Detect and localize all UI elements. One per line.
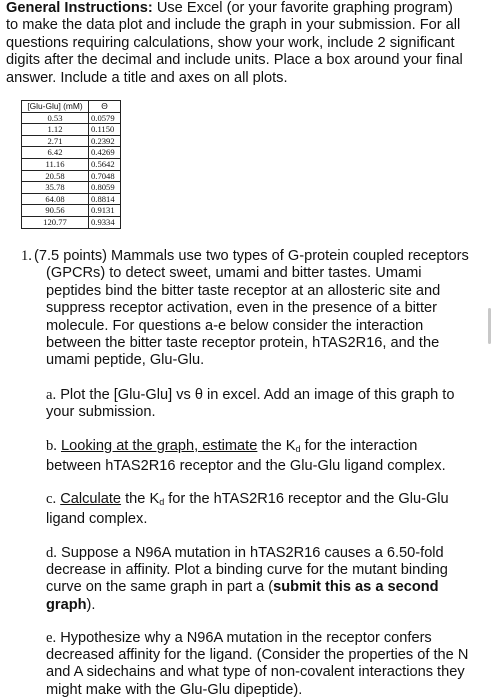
cell-theta: 0.9334 <box>89 216 121 228</box>
part-c <box>46 491 476 528</box>
instructions-text: Use Excel (or your favorite graphing program) to make the data plot and include the graph in your submission. For all questions requiring calculations, show your work, include 2 significant digits after the decimal and include units. Place a box around your final answer. Include a title and axes on all plots. <box>6 0 463 86</box>
cell-theta: 0.5642 <box>89 158 121 170</box>
cell-concentration: 11.16 <box>22 158 89 170</box>
column-header-concentration: [Glu-Glu] (mM) <box>22 101 89 113</box>
part-b-subscript: d <box>295 444 301 454</box>
part-e-text: Hypothesize why a N96A mutation in the receptor confers decreased affinity for the ligand. (Consider the properties of the N and A sidechains and what type of non-covalent interactions they might make with the Glu-Glu dipeptide). <box>46 630 469 698</box>
part-c-pre: the K <box>121 491 160 507</box>
question-number: 1. <box>21 248 32 264</box>
part-c-subscript: d <box>159 497 165 507</box>
part-c-text: for the hTAS2R16 receptor and the Glu-Glu ligand complex. <box>46 491 449 528</box>
column-header-theta: Θ <box>89 101 121 113</box>
part-d-end: ). <box>86 596 96 613</box>
cell-theta: 0.1150 <box>89 124 121 136</box>
cell-theta: 0.8814 <box>89 193 121 205</box>
table-row <box>22 112 121 124</box>
cell-concentration: 6.42 <box>22 147 89 159</box>
part-b-text: for the interaction between hTAS2R16 receptor and the Glu-Glu ligand complex. <box>46 438 446 475</box>
cell-theta: 0.8059 <box>89 182 121 194</box>
cell-concentration: 120.77 <box>22 216 89 228</box>
table-row <box>22 135 121 147</box>
table-row <box>22 182 121 194</box>
part-b-letter: b. <box>46 438 57 454</box>
part-a-text: Plot the [Glu-Glu] vs θ in excel. Add an image of this graph to your submission. <box>46 387 455 421</box>
part-b-pre: the K <box>257 438 296 454</box>
cell-concentration: 0.53 <box>22 112 89 124</box>
cell-theta: 0.9131 <box>89 205 121 217</box>
general-instructions <box>6 0 466 87</box>
cell-concentration: 64.08 <box>22 193 89 205</box>
data-table <box>21 100 121 229</box>
part-e <box>46 630 476 699</box>
cell-concentration: 2.71 <box>22 135 89 147</box>
table-row <box>22 193 121 205</box>
part-a-letter: a. <box>46 387 57 403</box>
table-header-row <box>22 101 121 113</box>
part-e-letter: e. <box>46 630 57 646</box>
instructions-heading: General Instructions: <box>6 0 153 16</box>
table-row <box>22 158 121 170</box>
part-d-bold: submit this as a second graph <box>46 579 439 613</box>
scrollbar[interactable] <box>488 308 491 344</box>
cell-theta: 0.7048 <box>89 170 121 182</box>
part-c-underlined: Calculate <box>60 491 122 507</box>
table-row <box>22 216 121 228</box>
part-d-text: Suppose a N96A mutation in hTAS2R16 causes a 6.50-fold decrease in affinity. Plot a binding curve for the mutant binding curve on the same graph in part a ( <box>46 545 448 596</box>
part-c-letter: c. <box>46 491 57 507</box>
cell-theta: 0.0579 <box>89 112 121 124</box>
part-d-letter: d. <box>46 545 57 561</box>
cell-theta: 0.2392 <box>89 135 121 147</box>
part-a <box>46 387 476 421</box>
cell-concentration: 20.58 <box>22 170 89 182</box>
part-b <box>46 438 476 475</box>
question-text: (7.5 points) Mammals use two types of G-protein coupled receptors (GPCRs) to detect sweet, umami and bitter tastes. Umami peptides bind the bitter taste receptor at an allosteric site and suppress receptor activation, even in the presence of a bitter molecule. For questions a-e below consider the interaction between the bitter taste receptor protein, hTAS2R16, and the umami peptide, Glu-Glu. <box>34 248 469 369</box>
cell-theta: 0.4269 <box>89 147 121 159</box>
table-row <box>22 147 121 159</box>
part-b-underlined: Looking at the graph, estimate <box>61 438 258 454</box>
cell-concentration: 90.56 <box>22 205 89 217</box>
table-row <box>22 170 121 182</box>
part-d <box>46 545 476 614</box>
cell-concentration: 1.12 <box>22 124 89 136</box>
cell-concentration: 35.78 <box>22 182 89 194</box>
table-row <box>22 205 121 217</box>
table-row <box>22 124 121 136</box>
